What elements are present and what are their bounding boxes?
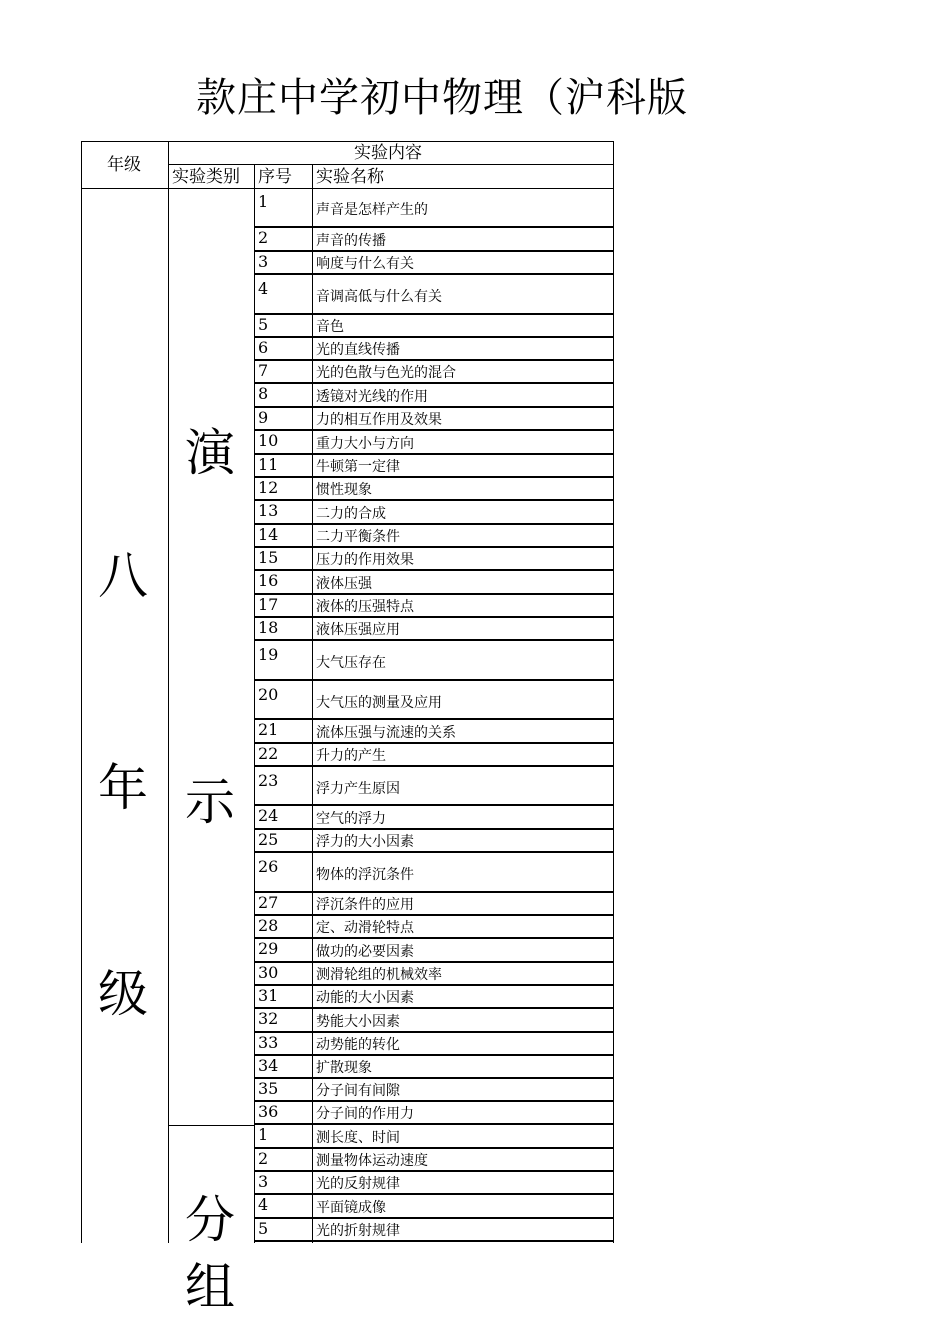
row-seq: 32 — [258, 1009, 279, 1028]
table-row — [254, 681, 614, 720]
table-row — [254, 1009, 614, 1033]
table-row — [254, 806, 614, 830]
row-seq: 31 — [258, 986, 279, 1005]
row-name: 液体的压强特点 — [316, 599, 414, 615]
row-name: 测滑轮组的机械效率 — [316, 967, 442, 983]
row-name: 平面镜成像 — [316, 1200, 386, 1216]
row-seq: 4 — [258, 1195, 269, 1214]
row-seq: 3 — [258, 252, 269, 271]
table-row — [254, 720, 614, 744]
row-name: 光的直线传播 — [316, 342, 400, 358]
row-name: 音调高低与什么有关 — [316, 289, 442, 305]
table-row — [254, 275, 614, 315]
row-seq: 3 — [258, 1172, 269, 1191]
row-seq: 14 — [258, 525, 279, 544]
table-row — [254, 963, 614, 986]
row-name: 二力的合成 — [316, 506, 386, 522]
category-char: 分 — [185, 1191, 235, 1249]
table-row — [254, 252, 614, 275]
row-seq: 1 — [258, 192, 269, 211]
table-row — [254, 595, 614, 618]
table-row — [254, 939, 614, 963]
table-row — [254, 830, 614, 853]
header-content: 实验内容 — [354, 143, 422, 163]
table-row — [254, 893, 614, 916]
row-seq: 26 — [258, 857, 279, 876]
category-separator — [168, 1125, 254, 1126]
row-seq: 2 — [258, 1149, 269, 1168]
row-name: 浮力的大小因素 — [316, 834, 414, 850]
table-row — [254, 315, 614, 338]
page-title: 款庄中学初中物理（沪科版 — [196, 75, 688, 121]
table-row — [254, 188, 614, 228]
table-row — [254, 431, 614, 455]
row-name: 空气的浮力 — [316, 811, 386, 827]
row-name: 大气压的测量及应用 — [316, 695, 442, 711]
category-char: 示 — [185, 773, 235, 831]
row-seq: 20 — [258, 685, 279, 704]
table-row — [254, 744, 614, 767]
row-name: 液体压强应用 — [316, 622, 400, 638]
table-row — [254, 548, 614, 571]
row-seq: 7 — [258, 361, 269, 380]
row-seq: 15 — [258, 548, 279, 567]
row-seq: 23 — [258, 771, 279, 790]
table-row — [254, 1056, 614, 1079]
row-name: 升力的产生 — [316, 748, 386, 764]
table-row — [254, 1079, 614, 1102]
header-name: 实验名称 — [316, 167, 384, 187]
table-row — [254, 571, 614, 595]
row-seq: 16 — [258, 571, 279, 590]
table-row — [254, 767, 614, 806]
row-name: 响度与什么有关 — [316, 256, 414, 272]
row-seq: 17 — [258, 595, 279, 614]
row-name: 声音的传播 — [316, 233, 386, 249]
table-row — [254, 1172, 614, 1195]
row-seq: 13 — [258, 501, 279, 520]
row-name: 光的反射规律 — [316, 1176, 400, 1192]
table-row — [254, 618, 614, 641]
row-seq: 25 — [258, 830, 279, 849]
row-name: 牛顿第一定律 — [316, 459, 400, 475]
row-name: 力的相互作用及效果 — [316, 412, 442, 428]
category-char: 演 — [185, 424, 235, 482]
row-seq: 21 — [258, 720, 279, 739]
row-name: 光的色散与色光的混合 — [316, 365, 456, 381]
row-name: 光的折射规律 — [316, 1223, 400, 1239]
row-name: 液体压强 — [316, 576, 372, 592]
table-row — [254, 384, 614, 408]
table-row — [254, 1195, 614, 1219]
header-mid-line — [168, 164, 614, 165]
row-seq: 12 — [258, 478, 279, 497]
table-row — [254, 641, 614, 681]
row-seq: 33 — [258, 1033, 279, 1052]
row-name: 定、动滑轮特点 — [316, 920, 414, 936]
grade-char: 级 — [98, 965, 148, 1023]
table-row — [254, 361, 614, 384]
row-seq: 29 — [258, 939, 279, 958]
header-seq: 序号 — [258, 167, 292, 187]
row-name: 音色 — [316, 319, 344, 335]
row-name: 二力平衡条件 — [316, 529, 400, 545]
table-row — [254, 478, 614, 501]
table-top-border — [81, 141, 614, 142]
row-name: 流体压强与流速的关系 — [316, 725, 456, 741]
table-row — [254, 853, 614, 893]
row-name: 做功的必要因素 — [316, 944, 414, 960]
row-name: 扩散现象 — [316, 1060, 372, 1076]
row-name: 浮沉条件的应用 — [316, 897, 414, 913]
row-seq: 34 — [258, 1056, 279, 1075]
header-grade: 年级 — [107, 155, 141, 175]
grade-char: 年 — [98, 759, 148, 817]
row-name: 动势能的转化 — [316, 1037, 400, 1053]
row-seq: 36 — [258, 1102, 279, 1121]
row-seq: 24 — [258, 806, 279, 825]
row-name: 声音是怎样产生的 — [316, 202, 428, 218]
row-seq: 5 — [258, 315, 269, 334]
header-category: 实验类别 — [172, 167, 240, 187]
row-seq: 1 — [258, 1125, 269, 1144]
table-row — [254, 1219, 614, 1242]
table-row — [254, 228, 614, 252]
row-seq: 27 — [258, 893, 279, 912]
table-row — [254, 916, 614, 939]
row-seq: 4 — [258, 279, 269, 298]
row-name: 浮力产生原因 — [316, 781, 400, 797]
row-name: 势能大小因素 — [316, 1014, 400, 1030]
row-seq: 28 — [258, 916, 279, 935]
row-name: 惯性现象 — [316, 482, 372, 498]
row-seq: 11 — [258, 455, 279, 474]
row-name: 分子间有间隙 — [316, 1083, 400, 1099]
table-row — [254, 1149, 614, 1172]
row-name: 动能的大小因素 — [316, 990, 414, 1006]
table-row — [254, 501, 614, 525]
row-name: 测量物体运动速度 — [316, 1153, 428, 1169]
grade-column-divider — [168, 141, 169, 1243]
row-name: 物体的浮沉条件 — [316, 867, 414, 883]
table-row — [254, 455, 614, 478]
row-seq: 35 — [258, 1079, 279, 1098]
table-row — [254, 986, 614, 1009]
table-row — [254, 1033, 614, 1056]
table-row — [254, 525, 614, 548]
category-char: 组 — [185, 1258, 235, 1316]
row-name: 压力的作用效果 — [316, 552, 414, 568]
table-row — [254, 338, 614, 361]
row-seq: 18 — [258, 618, 279, 637]
row-seq: 5 — [258, 1219, 269, 1238]
row-name: 透镜对光线的作用 — [316, 389, 428, 405]
grade-char: 八 — [98, 547, 148, 605]
row-seq: 8 — [258, 384, 269, 403]
table-row — [254, 1102, 614, 1125]
table-left-border — [81, 141, 82, 1243]
row-seq: 22 — [258, 744, 279, 763]
row-seq: 30 — [258, 963, 279, 982]
row-seq: 19 — [258, 645, 279, 664]
row-seq: 10 — [258, 431, 279, 450]
row-seq: 2 — [258, 228, 269, 247]
row-name: 大气压存在 — [316, 655, 386, 671]
table-row — [254, 1125, 614, 1149]
row-seq: 6 — [258, 338, 269, 357]
table-row — [254, 408, 614, 431]
row-name: 测长度、时间 — [316, 1130, 400, 1146]
row-name: 分子间的作用力 — [316, 1106, 414, 1122]
row-name: 重力大小与方向 — [316, 436, 414, 452]
row-seq: 9 — [258, 408, 269, 427]
